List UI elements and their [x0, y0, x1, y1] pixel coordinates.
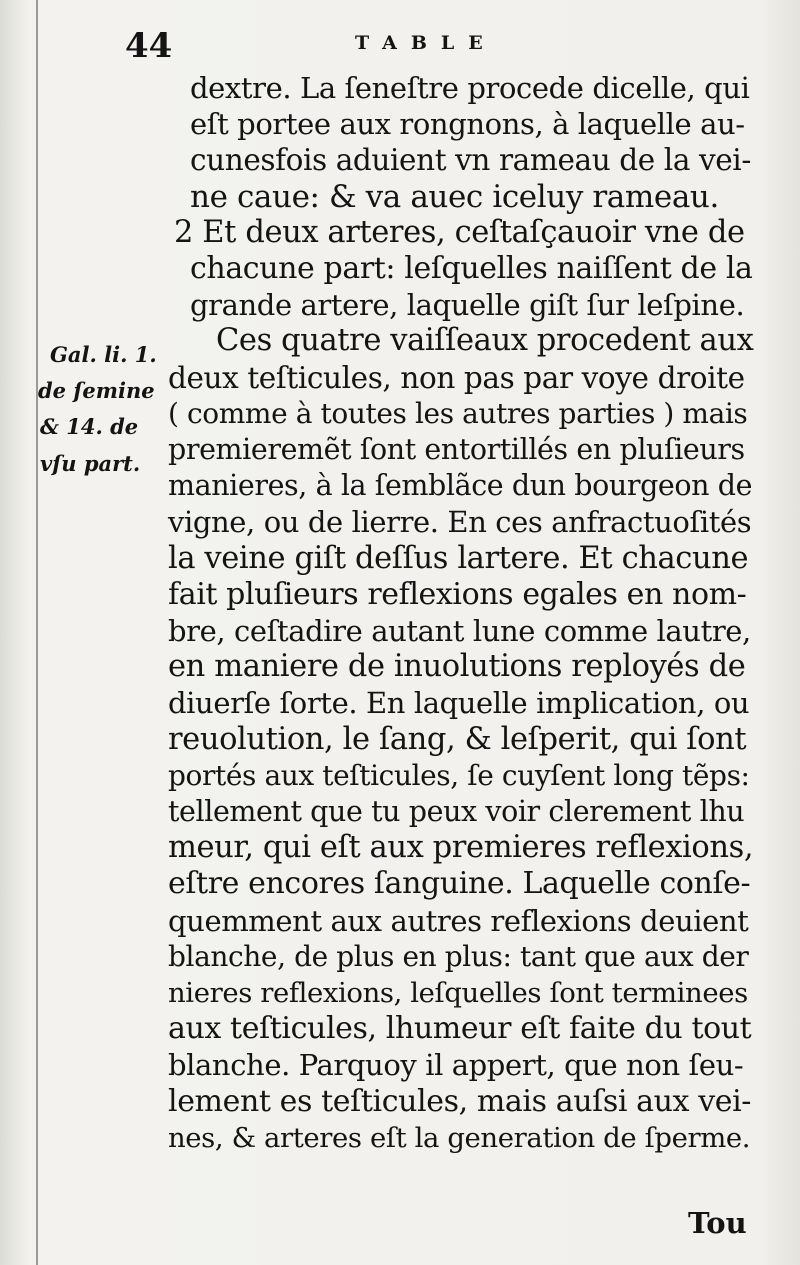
text-line: fait pluſieurs reflexions egales en nom- [168, 576, 747, 612]
text-line: eſt portee aux rongnons, à laquelle au- [190, 107, 745, 142]
text-line: nes, & arteres eſt la generation de ſperme. [168, 1121, 751, 1154]
text-line: vigne, ou de lierre. En ces anfractuoſités [168, 505, 752, 540]
gutter-line [36, 0, 38, 1265]
text-line: deux teſticules, non pas par voye droite [168, 360, 745, 395]
text-line: premieremẽt ſont entortillés en pluſieurs [168, 433, 745, 467]
margin-note-line: Gal. li. 1. [50, 342, 157, 367]
text-line: 2 Et deux arteres, ceſtaſçauoir vne de [174, 214, 745, 250]
page-number: 44 [125, 26, 173, 66]
text-line: reuolution, le ſang, & leſperit, qui ſont [168, 721, 747, 757]
text-line: ne caue: & va auec iceluy rameau. [190, 178, 719, 215]
text-line: chacune part: leſquelles naiſſent de la [190, 251, 753, 287]
text-line: bre, ceſtadire autant lune comme lautre, [168, 614, 751, 649]
text-line: tellement que tu peux voir clerement lhu [168, 795, 745, 829]
text-line: manieres, à la ſemblãce dun bourgeon de [168, 469, 753, 503]
running-head: TABLE [355, 32, 497, 54]
text-line: lement es teſticules, mais auſsi aux vei- [168, 1083, 752, 1119]
margin-note-line: & 14. de [40, 414, 139, 440]
text-line: dextre. La ſeneſtre procede dicelle, qui [190, 71, 750, 105]
text-line: en maniere de inuolutions reployés de [168, 649, 746, 685]
margin-note-line: vſu part. [40, 450, 141, 476]
page-header [0, 26, 800, 66]
text-line: diuerſe ſorte. En laquelle implication, ou [168, 686, 750, 721]
text-line: eſtre encores ſanguine. Laquelle conſe- [168, 866, 751, 902]
text-line: Ces quatre vaiſſeaux procedent aux [216, 323, 754, 359]
text-line: aux teſticules, lhumeur eſt faite du tout [168, 1011, 752, 1047]
text-line: ( comme à toutes les autres parties ) mais [168, 396, 748, 430]
margin-note [38, 337, 168, 482]
catchword: Tou [688, 1206, 747, 1240]
text-line: quemment aux autres reflexions deuient [168, 903, 749, 938]
text-line: nieres reflexions, leſquelles ſont terminees [168, 977, 748, 1010]
text-line: grande artere, laquelle giſt ſur leſpine. [190, 288, 745, 323]
text-line: portés aux teſticules, ſe cuyſent long tẽps: [168, 758, 750, 792]
margin-note-line: de ſemine [38, 378, 155, 404]
text-line: la veine giſt deſſus lartere. Et chacune [168, 540, 749, 576]
text-line: cunesfois aduient vn rameau de la vei- [190, 143, 751, 178]
text-line: meur, qui eſt aux premieres reflexions, [168, 830, 754, 866]
text-line: blanche. Parquoy il appert, que non ſeu- [168, 1048, 744, 1083]
text-line: blanche, de plus en plus: tant que aux der [168, 939, 749, 973]
body-text [168, 70, 753, 1156]
